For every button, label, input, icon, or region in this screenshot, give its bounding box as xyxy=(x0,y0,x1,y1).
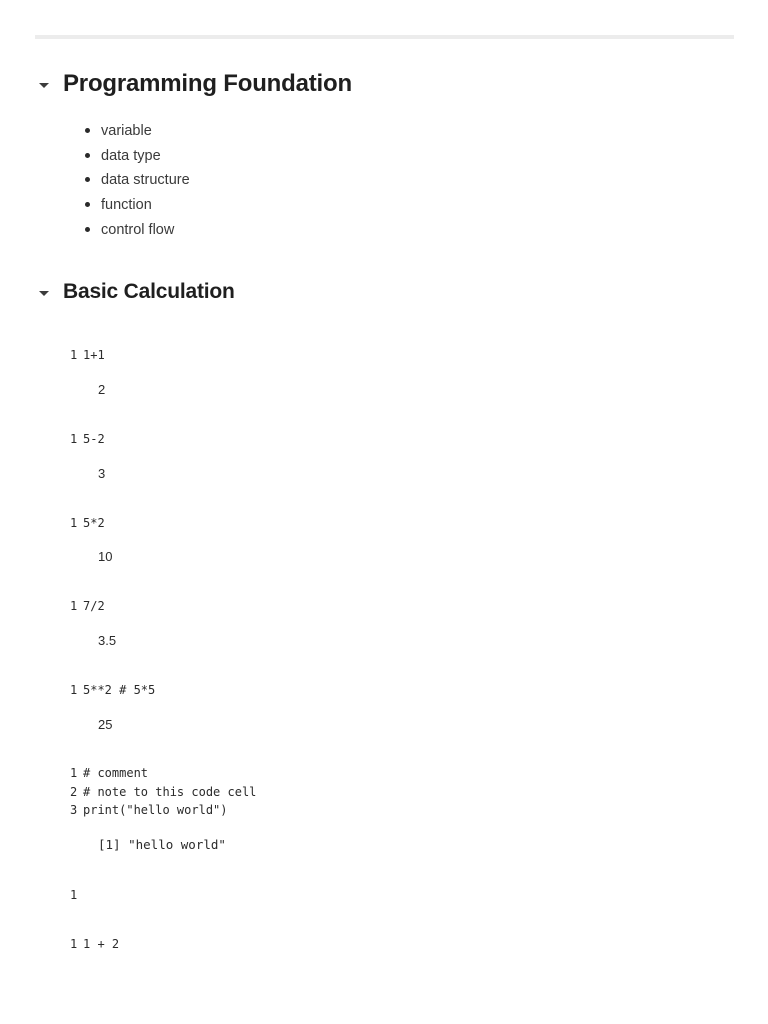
code-cell[interactable] xyxy=(70,681,156,732)
code-text: print("hello world") xyxy=(83,803,228,817)
code-line[interactable] xyxy=(70,801,256,820)
caret-down-icon[interactable] xyxy=(39,291,49,296)
code-line[interactable] xyxy=(70,430,105,449)
line-number: 1 xyxy=(70,683,78,697)
code-cell[interactable] xyxy=(70,764,257,852)
cell-output: [1] "hello world" xyxy=(98,837,226,852)
code-text: 1 + 2 xyxy=(83,937,120,951)
line-number: 2 xyxy=(70,784,78,799)
cell-output: 10 xyxy=(98,549,113,564)
line-number: 1 xyxy=(70,432,78,446)
code-cell[interactable] xyxy=(70,430,106,481)
bullet-icon xyxy=(85,227,90,232)
code-text: 5*2 xyxy=(83,516,105,530)
code-cell[interactable] xyxy=(70,886,83,905)
code-cell[interactable] xyxy=(70,935,119,954)
line-number: 3 xyxy=(70,803,78,817)
section-header-basic-calculation[interactable] xyxy=(39,280,235,304)
topic-list xyxy=(85,121,190,244)
code-line[interactable] xyxy=(70,935,119,954)
list-item-label: control flow xyxy=(101,221,175,238)
code-text: # note to this code cell xyxy=(83,784,257,799)
code-text: # comment xyxy=(83,766,149,780)
list-item-label: data type xyxy=(101,147,161,164)
code-line[interactable] xyxy=(70,764,256,783)
code-line[interactable] xyxy=(70,597,105,616)
code-cell[interactable] xyxy=(70,597,117,648)
cell-output: 25 xyxy=(98,717,113,732)
code-text: 7/2 xyxy=(83,599,105,613)
list-item xyxy=(85,195,190,220)
section-title: Programming Foundation xyxy=(63,70,352,97)
bullet-icon xyxy=(85,202,90,207)
list-item xyxy=(85,170,190,195)
caret-down-icon[interactable] xyxy=(39,83,49,88)
code-text: 5**2 # 5*5 xyxy=(83,683,156,697)
line-number: 1 xyxy=(70,516,78,530)
bullet-icon xyxy=(85,177,90,182)
code-cell[interactable] xyxy=(70,514,113,564)
list-item-label: function xyxy=(101,197,152,214)
cell-output: 3 xyxy=(98,466,106,481)
bullet-icon xyxy=(85,128,90,133)
code-cell[interactable] xyxy=(70,346,106,397)
cell-output: 2 xyxy=(98,382,106,397)
code-line[interactable] xyxy=(70,346,105,365)
section-header-programming-foundation[interactable] xyxy=(39,70,352,98)
code-text: 1+1 xyxy=(83,348,105,362)
code-line[interactable] xyxy=(70,514,105,533)
code-line[interactable] xyxy=(70,886,83,905)
line-number: 1 xyxy=(70,348,78,362)
list-item xyxy=(85,121,190,146)
code-line[interactable] xyxy=(70,681,155,700)
bullet-icon xyxy=(85,153,90,158)
section-title: Basic Calculation xyxy=(63,280,235,303)
top-divider xyxy=(35,35,734,39)
code-text: 5-2 xyxy=(83,432,105,446)
line-number: 1 xyxy=(70,888,78,902)
code-line[interactable] xyxy=(70,783,256,802)
line-number: 1 xyxy=(70,766,78,780)
line-number: 1 xyxy=(70,599,78,613)
list-item xyxy=(85,146,190,171)
cell-output: 3.5 xyxy=(98,633,117,648)
list-item xyxy=(85,220,190,245)
list-item-label: variable xyxy=(101,123,152,139)
line-number: 1 xyxy=(70,937,78,951)
list-item-label: data structure xyxy=(101,172,190,189)
